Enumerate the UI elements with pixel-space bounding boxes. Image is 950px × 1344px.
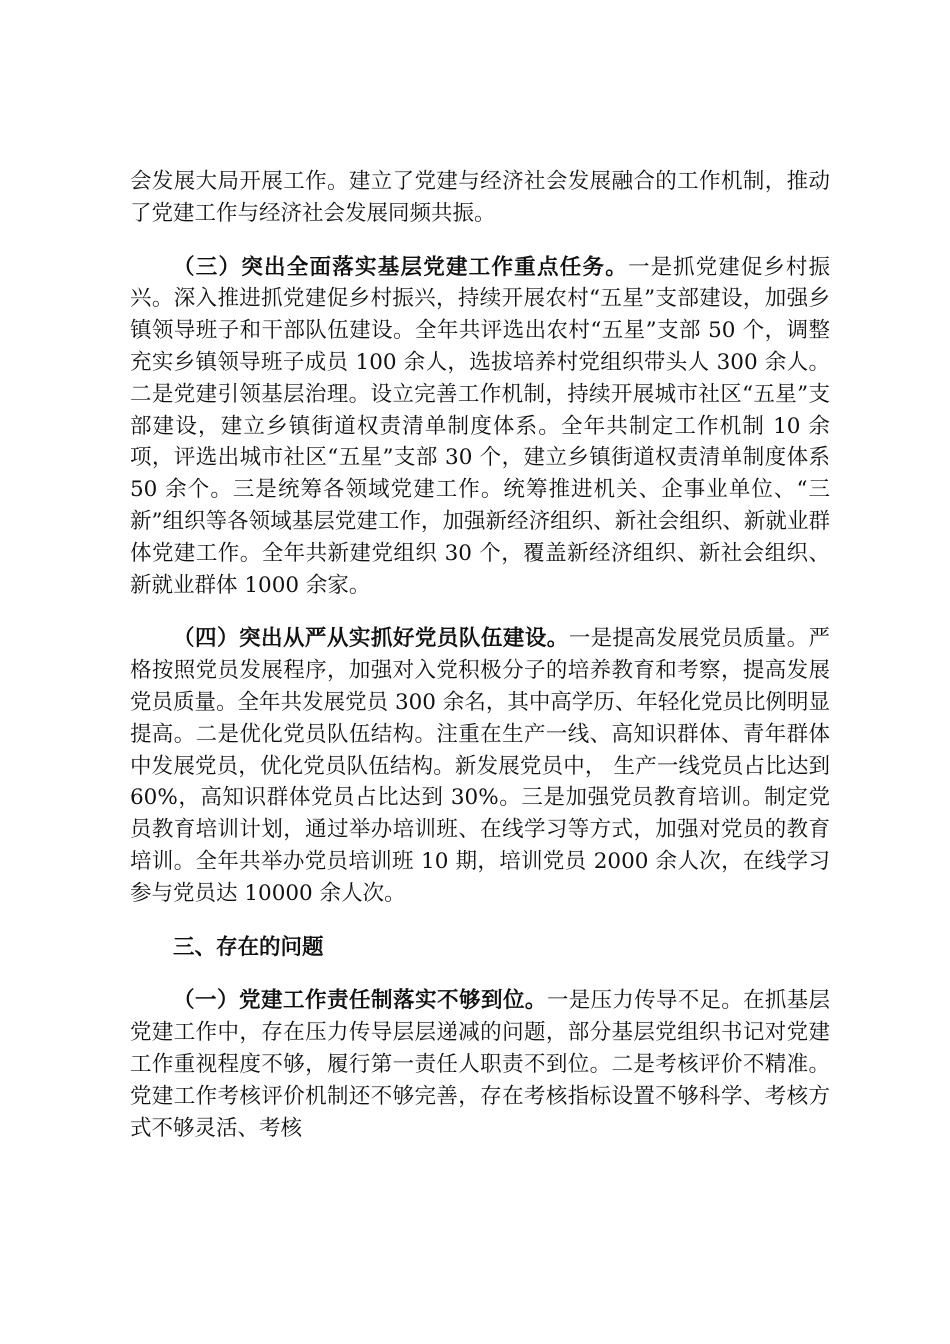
paragraph-text: 会发展大局开展工作。建立了党建与经济社会发展融合的工作机制，推动了党建工作与经济社会发展同频共振。 — [130, 169, 830, 226]
paragraph-gap — [130, 601, 830, 623]
paragraph-gap — [130, 910, 830, 932]
paragraph-continuation — [130, 166, 830, 230]
paragraph-section-3 — [130, 252, 830, 602]
paragraph-section-4 — [130, 623, 830, 909]
paragraph-text: 一是抓党建促乡村振兴。深入推进抓党建促乡村振兴，持续开展农村“五星”支部建设，加强乡镇领导班子和干部队伍建设。全年共评选出农村“五星”支部 50 个，调整充实乡镇领导班子成员 100 余人，选拔培养村党组织带头人 300 余人。二是党建引领基层治理。设立完善工作机制，持续开展城市社区“五星”支部建设，建立乡镇街道权责清单制度体系。全年共制定工作机制 10 余项，评选出城市社区“五星”支部 30 个，建立乡镇街道权责清单制度体系 50 余个。三是统筹各领域党建工作。统筹推进机关、企事业单位、“三新”组织等各领域基层党建工作，加强新经济组织、新社会组织、新就业群体党建工作。全年共新建党组织 30 个，覆盖新经济组织、新社会组织、新就业群体 1000 余家。 — [130, 254, 830, 598]
paragraph-gap — [130, 230, 830, 252]
paragraph-text: 一是提高发展党员质量。严格按照党员发展程序，加强对入党积极分子的培养教育和考察，提高发展党员质量。全年共发展党员 300 余名，其中高学历、年轻化党员比例明显提高。二是优化党员队伍结构。注重在生产一线、高知识群体、青年群体中发展党员，优化党员队伍结构。新发展党员中， 生产一线党员占比达到 60%，高知识群体党员占比达到 30%。三是加强党员教育培训。制定党员教育培训计划，通过举办培训班、在线学习等方式，加强对党员的教育培训。全年共举办党员培训班 10 期，培训党员 2000 余人次，在线学习参与党员达 10000 余人次。 — [130, 626, 830, 906]
section-heading: 三、存在的问题 — [173, 934, 324, 960]
paragraph-problem-1 — [130, 985, 830, 1144]
paragraph-text: 一是压力传导不足。在抓基层党建工作中，存在压力传导层层递减的问题，部分基层党组织书记对党建工作重视程度不够，履行第一责任人职责不到位。二是考核评价不精准。党建工作考核评价机制还不够完善，存在考核指标设置不够科学、考核方式不够灵活、考核 — [130, 988, 830, 1141]
paragraph-lead-heading: （三）突出全面落实基层党建工作重点任务。 — [173, 254, 629, 280]
paragraph-lead-heading: （四）突出从严从实抓好党员队伍建设。 — [173, 626, 569, 652]
paragraph-gap — [130, 963, 830, 985]
paragraph-lead-heading: （一）党建工作责任制落实不够到位。 — [173, 988, 547, 1014]
document-page — [130, 166, 830, 1144]
